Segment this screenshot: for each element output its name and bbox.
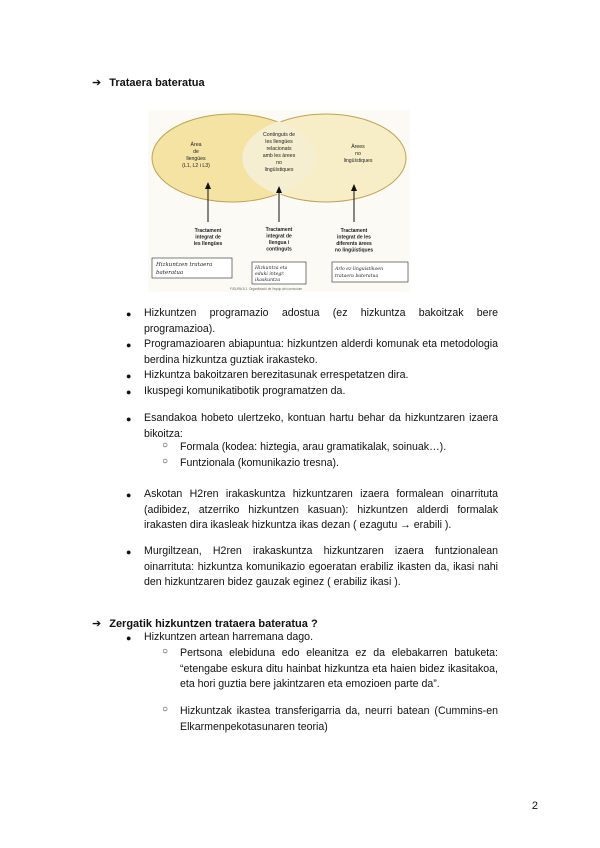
sub-bullet-text: Formala (kodea: hiztegia, arau gramatikalak, soinuak…). [180,441,447,453]
text-line: relacionats [266,146,292,152]
text-line: lingüístiques [343,158,373,164]
sub-bullet-icon: ○ [162,440,169,451]
bullet-icon: ● [126,340,132,350]
section-heading-trataera [92,76,205,89]
text-line: amb les àrees [262,153,296,159]
figure-caption: FIGURA 8.1. Organització de l'equip del currículum [230,287,303,291]
text-line: Hizkuntza eta [255,266,288,271]
text-line: lingüístiques [264,167,294,173]
text-line: les llengües [265,139,293,145]
bullet-icon: ● [126,633,132,643]
text-line: integrat de [195,234,221,241]
text-line: Arlo ez-linguistikoen [335,267,384,272]
text-line: llengües [186,156,206,162]
text-line: no [276,160,282,166]
section-heading-zergatik [92,617,318,630]
text-line: Àrees [351,144,365,150]
bullet-text: Hizkuntzen artean harremana dago. [144,631,314,643]
text-line: Continguts de [262,132,296,138]
bullet-text: Hizkuntzen programazio adostua (ez hizkuntza bakoitzak bere programazioa). [144,307,498,335]
center-label [263,132,296,173]
text-line: Àrea [190,142,202,148]
label-left [194,228,223,247]
heading-text: Zergatik hizkuntzen trataera bateratua ? [109,618,318,630]
text-line: de [193,149,199,155]
text-line: Tractament [340,228,368,234]
bullet-icon: ● [126,547,132,557]
sub-bullet-icon: ○ [162,456,169,467]
text-line: Tractament [265,227,293,233]
heading-text: Trataera bateratua [109,77,205,89]
bullet-text: Hizkuntza bakoitzaren berezitasunak errespetatzen dira. [144,369,409,381]
sub-bullet-text: Funtzionala (komunikazio tresna). [180,457,339,469]
text-line: llengua i [268,240,290,246]
bullet-icon: ● [126,371,132,381]
sub-bullet-icon: ○ [162,704,169,715]
text-line: (L1, L2 i L3) [182,163,210,169]
bullet-icon: ● [126,387,132,397]
bullet-icon: ● [126,414,132,424]
text-line: diferents àrees [336,241,372,247]
arrow-icon: ➔ [92,77,102,89]
bullet-text: Esandakoa hobeto ulertzeko, kontuan hartu behar da hizkuntzaren izaera bikoitza: [144,412,498,440]
text-line: les llengües [193,241,223,247]
text-line: integrat de les [337,234,371,241]
text-line: no lingüístiques [334,247,374,254]
text-line: eduki integr. [255,272,285,277]
bullet-text: Programazioaren abiapuntua: hizkuntzen alderdi komunak eta metodologia berdina hizkuntza guztiak irakasteko. [144,338,498,366]
text-line: integrat de [266,233,292,240]
label-center [266,227,293,253]
sub-bullet-text: Pertsona elebiduna edo eleanitza ez da elebakarren batuketa: “etengabe eskura ditu hainbat hizkuntza eta haien bidez ikasitakoa, eta hori guztia bere jakintzaren eta emozioen parte da”. [180,647,498,690]
handwritten-box-right [332,262,408,282]
bullet-text: Murgiltzean, H2ren irakaskuntza hizkuntzaren izaera funtzionalean oinarrituta: hizkuntza komunikazio egoeratan erabiliz ikasten da, ikasi nahi den hizkuntzaren bidez gauzak eginez ( erabiliz ikasi ). [144,545,498,588]
text-line: continguts [266,246,292,253]
sub-bullet-icon: ○ [162,646,169,657]
text-line: Hizkuntzen trataera [156,262,213,268]
sub-bullet-text: Hizkuntzak ikastea transferigarria da, neurri batean (Cummins-en Elkarmenpekotasunaren teoria) [180,705,498,733]
text-line: ikaskuntza [255,278,281,283]
arrow-icon: ➔ [92,618,102,630]
text-line: no [355,151,361,157]
text-line: trataera bateratua [335,274,379,279]
bullet-text: Ikuspegi komunikatibotik programatzen da. [144,385,346,397]
bullet-text: Askotan H2ren irakaskuntza hizkuntzaren izaera formalean oinarrituta (adibidez, atzerriko hizkuntzen kasuan): hizkuntzen alderdi formalak irakasten dira ikasleak hizkuntza ikas dezan ( ezagutu → erabili ). [144,488,498,531]
bullet-icon: ● [126,309,132,319]
text-line: Tractament [194,228,222,234]
bullet-icon: ● [126,490,132,500]
text-line: bateratua [156,270,184,276]
page-number: 2 [531,800,538,812]
venn-diagram [148,110,410,292]
